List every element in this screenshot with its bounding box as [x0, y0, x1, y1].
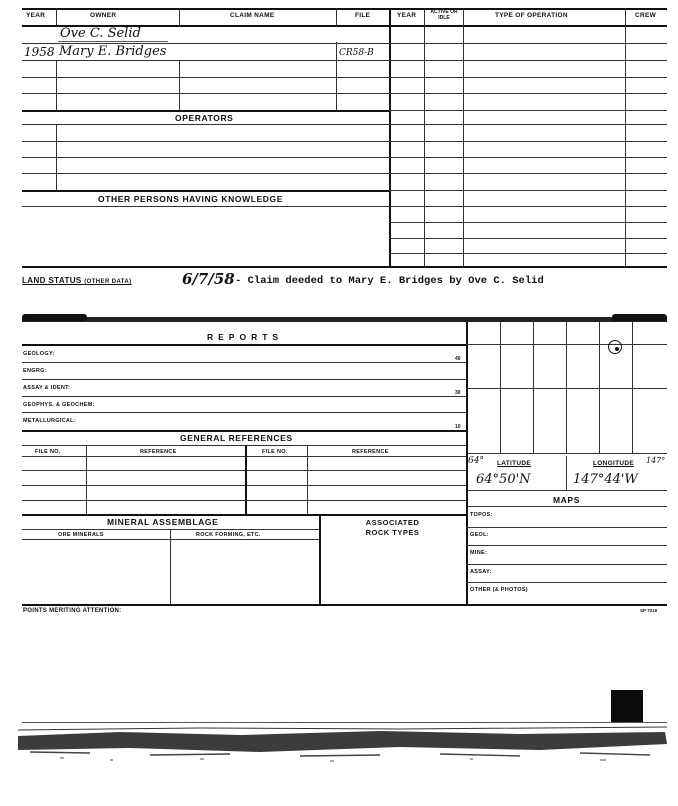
owner-value-2: Mary E. Bridges	[59, 44, 167, 59]
lon-degree-note: 147°	[646, 456, 666, 465]
report-geology: GEOLOGY:	[23, 351, 55, 357]
report-assay: ASSAY & IDENT:	[23, 385, 71, 391]
report-metallurgical: METALLURGICAL:	[23, 418, 76, 424]
report-assay-num: 30	[455, 390, 461, 396]
latitude-value: 64°50'N	[476, 472, 531, 487]
other-persons-label: OTHER PERSONS HAVING KNOWLEDGE	[98, 194, 284, 204]
map-mine: MINE:	[470, 550, 488, 556]
owner-value-1: Ove C. Selid	[60, 26, 141, 41]
header-type-of-operation: TYPE OF OPERATION	[495, 12, 568, 19]
header-year-2: YEAR	[397, 12, 417, 19]
ref-header-file-no: FILE NO.	[35, 449, 61, 455]
map-assay: ASSAY:	[470, 569, 492, 575]
lat-degree-note: 64°	[468, 456, 484, 466]
header-crew: CREW	[635, 12, 657, 19]
ore-minerals-label: ORE MINERALS	[58, 532, 104, 538]
report-metallurgical-num: 10	[455, 424, 461, 430]
mineral-assemblage-title: MINERAL ASSEMBLAGE	[107, 517, 219, 527]
land-status-text: - Claim deeded to Mary E. Bridges by Ove C. Selid	[235, 275, 544, 287]
report-geophys: GEOPHYS. & GEOCHEM:	[23, 402, 95, 408]
rock-forming-label: ROCK FORMING, ETC.	[196, 532, 261, 538]
report-geology-num: 40	[455, 356, 461, 362]
land-status-label: LAND STATUS (OTHER DATA)	[22, 276, 132, 285]
land-status-date: 6/7/58	[182, 270, 235, 288]
report-engrg: ENGRG:	[23, 368, 47, 374]
year-value-2: 1958	[24, 45, 55, 59]
ref-header-reference-2: REFERENCE	[352, 449, 389, 455]
maps-title: MAPS	[553, 495, 580, 505]
points-meriting-attention: POINTS MERITING ATTENTION:	[23, 608, 122, 614]
header-owner: OWNER	[90, 12, 117, 19]
ref-header-reference: REFERENCE	[140, 449, 177, 455]
scan-noise-band	[0, 722, 678, 767]
operators-label: OPERATORS	[175, 113, 234, 123]
latitude-label: LATITUDE	[497, 460, 532, 467]
header-claim-name: CLAIM NAME	[230, 12, 275, 19]
header-active-or-idle: ACTIVE OR IDLE	[430, 9, 458, 21]
header-file: FILE	[355, 12, 371, 19]
form-number: SP 7019	[640, 608, 658, 613]
associated-rock-types: ASSOCIATED ROCK TYPES	[365, 518, 420, 537]
header-year: YEAR	[26, 12, 46, 19]
map-other: OTHER (& PHOTOS)	[470, 587, 528, 593]
map-topos: TOPOS:	[470, 512, 493, 518]
longitude-label: LONGITUDE	[593, 460, 634, 467]
general-references-title: GENERAL REFERENCES	[180, 433, 293, 443]
reports-title: REPORTS	[207, 332, 284, 342]
map-geol: GEOL:	[470, 532, 489, 538]
file-value-2: CR58-B	[339, 48, 374, 58]
ref-header-file-no-2: FILE NO.	[262, 449, 288, 455]
longitude-value: 147°44'W	[573, 472, 638, 487]
